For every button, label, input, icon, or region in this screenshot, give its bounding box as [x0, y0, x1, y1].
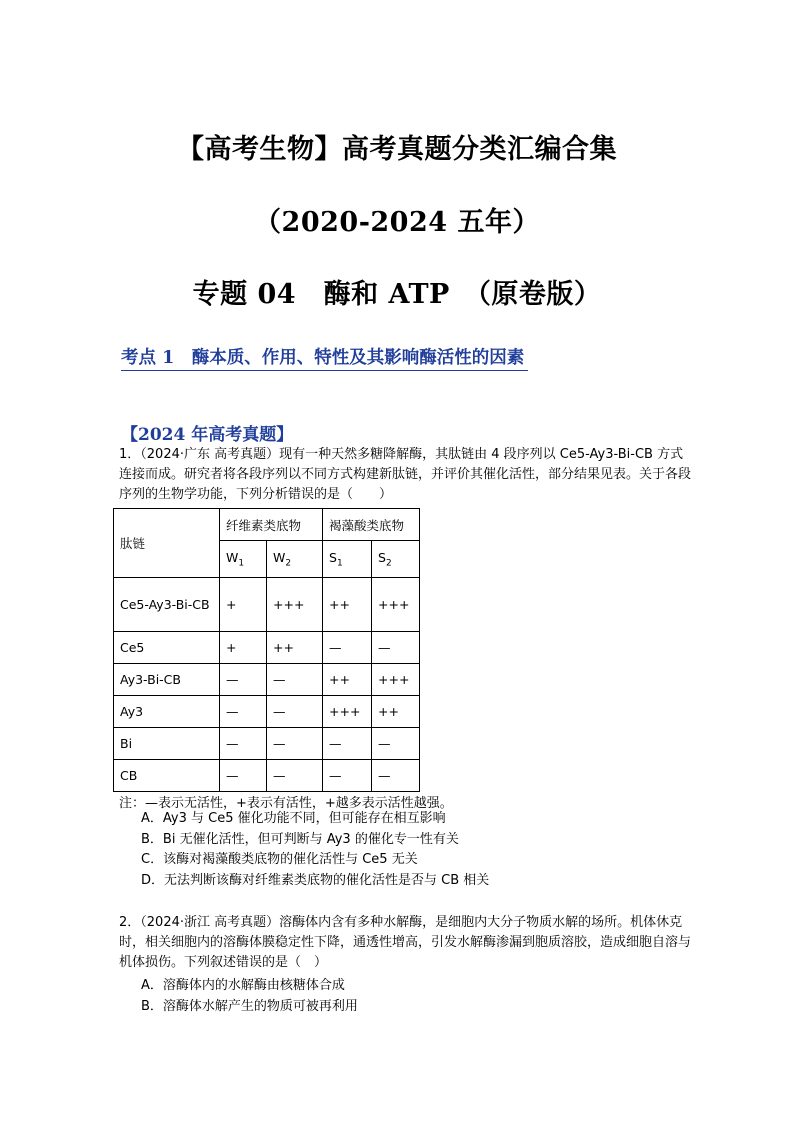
header-cellulose: 纤维素类底物	[220, 509, 323, 541]
cell: ++	[323, 578, 372, 632]
cell: —	[267, 760, 323, 792]
document-subtitle-years: （2020-2024 五年）	[254, 207, 540, 238]
table-row	[114, 728, 420, 760]
topic-title: 专题 04 酶和 ATP （原卷版）	[192, 279, 602, 310]
cell: +++	[372, 578, 420, 632]
cell: —	[220, 728, 267, 760]
cell: —	[372, 728, 420, 760]
sub-header-w2: $W_2$	[267, 541, 323, 578]
row-name: Ce5-Ay3-Bi-CB	[114, 578, 220, 632]
cell: +	[220, 632, 267, 664]
document-title: 【高考生物】高考真题分类汇编合集	[177, 134, 617, 165]
kaodian-heading: 考点 1 酶本质、作用、特性及其影响酶活性的因素	[121, 344, 528, 371]
cell: —	[323, 632, 372, 664]
cell: —	[267, 728, 323, 760]
row-name: Ce5	[114, 632, 220, 664]
option-d: D．无法判断该酶对纤维素类底物的催化活性是否与 CB 相关	[141, 872, 490, 888]
question-2-options	[141, 976, 358, 1017]
row-name: Ay3	[114, 696, 220, 728]
table-row	[114, 664, 420, 696]
row-name: Bi	[114, 728, 220, 760]
cell: ++	[372, 696, 420, 728]
cell: —	[220, 760, 267, 792]
option-a: A．Ay3 与 Ce5 催化功能不同，但可能存在相互影响	[141, 811, 446, 826]
cell: +	[220, 578, 267, 632]
cell: ++	[267, 632, 323, 664]
option-b: B．溶酶体水解产生的物质可被再利用	[141, 998, 358, 1014]
question-2-stem: 2．（2024·浙江 高考真题）溶酶体内含有多种水解酶，是细胞内大分子物质水解的场所。机体休克时，相关细胞内的溶酶体膜稳定性下降，通透性增高，引发水解酶渗漏到胞质溶胶，造成细胞自溶与机体损伤。下列叙述错误的是（ ）	[119, 915, 692, 970]
cell: +++	[372, 664, 420, 696]
table-row	[114, 578, 420, 632]
question-1-stem: 1．（2024·广东 高考真题）现有一种天然多糖降解酶，其肽链由 4 段序列以 Ce5-Ay3-Bi-CB 方式连接而成。研究者将各段序列以不同方式构建新肽链，并评价其催化活性，部分结果见表。关于各段序列的生物学功能，下列分析错误的是（ ）	[119, 447, 692, 502]
cell: —	[323, 760, 372, 792]
table-row	[114, 696, 420, 728]
year-heading: 【2024 年高考真题】	[121, 425, 294, 445]
cell: +++	[323, 696, 372, 728]
sub-header-s2: $S_2$	[372, 541, 420, 578]
header-alginate: 褐藻酸类底物	[323, 509, 420, 541]
cell: —	[267, 696, 323, 728]
cell: —	[267, 664, 323, 696]
cell: +++	[267, 578, 323, 632]
activity-table	[113, 508, 420, 792]
sub-header-s1: $S_1$	[323, 541, 372, 578]
header-peptide: 肽链	[114, 509, 220, 578]
cell: —	[323, 728, 372, 760]
sub-header-w1: $W_1$	[220, 541, 267, 578]
row-name: CB	[114, 760, 220, 792]
table-row	[114, 632, 420, 664]
question-1-options	[141, 809, 489, 891]
cell: —	[372, 632, 420, 664]
option-c: C．该酶对褐藻酸类底物的催化活性与 Ce5 无关	[141, 852, 418, 867]
row-name: Ay3-Bi-CB	[114, 664, 220, 696]
table-note: 注：—表示无活性，+表示有活性，+越多表示活性越强。	[119, 796, 453, 811]
option-b: B．Bi 无催化活性，但可判断与 Ay3 的催化专一性有关	[141, 831, 459, 847]
cell: —	[372, 760, 420, 792]
option-a: A．溶酶体内的水解酶由核糖体合成	[141, 978, 345, 993]
cell: —	[220, 696, 267, 728]
cell: ++	[323, 664, 372, 696]
cell: —	[220, 664, 267, 696]
table-row	[114, 760, 420, 792]
